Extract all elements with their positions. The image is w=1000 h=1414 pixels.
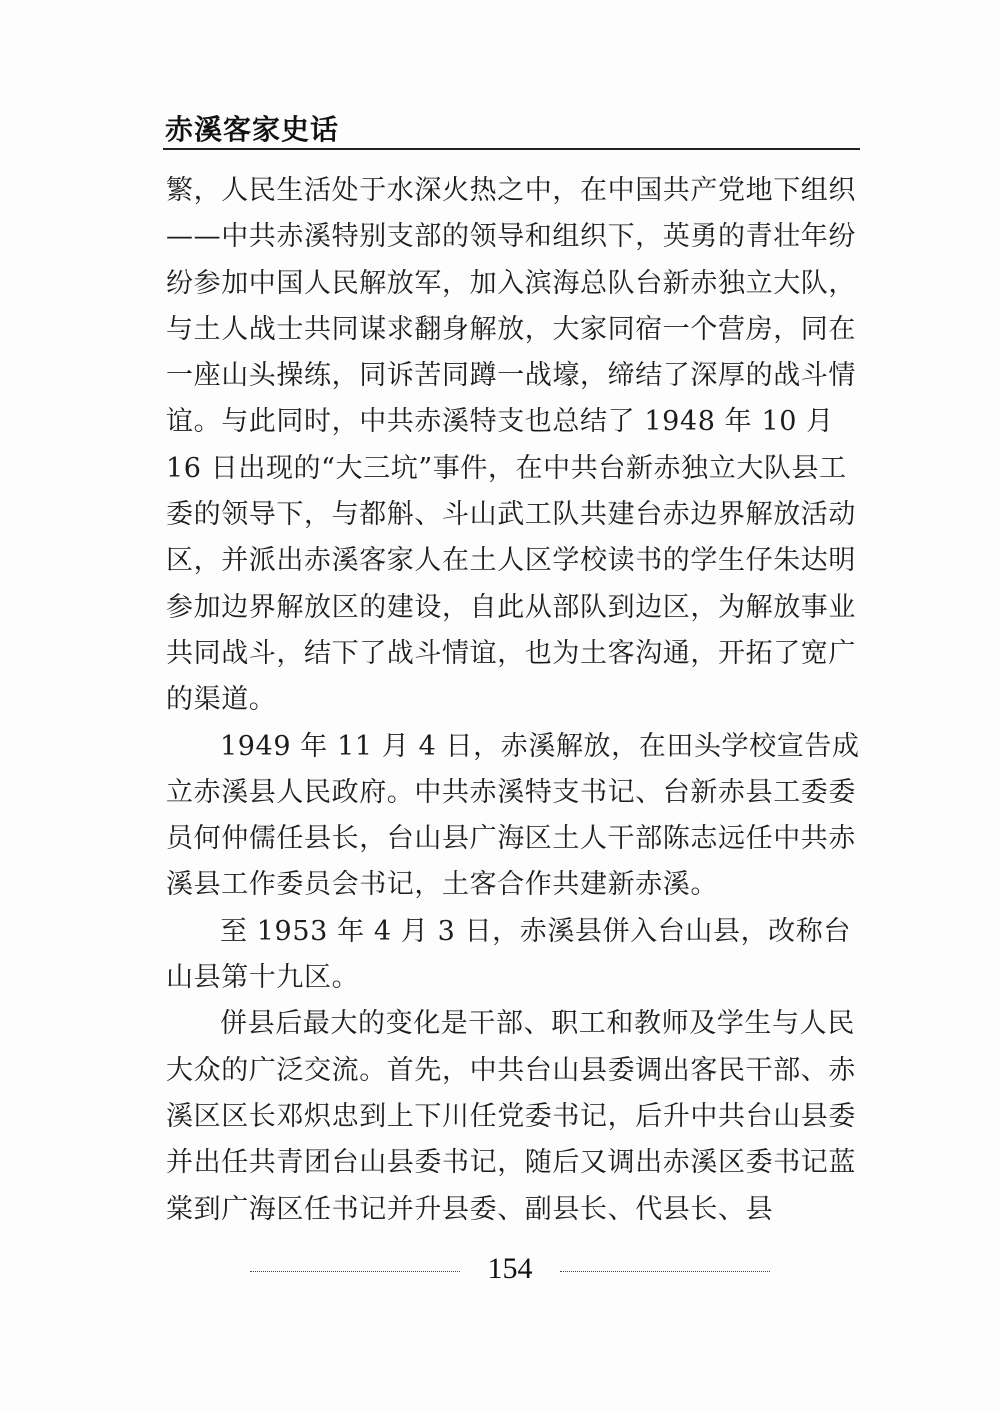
paragraph-1: 繁，人民生活处于水深火热之中，在中国共产党地下组织——中共赤溪特别支部的领导和组织下，英勇的青壮年纷纷参加中国人民解放军，加入滨海总队台新赤独立大队，与土人战士共同谋求翻身解放，大家同宿一个营房，同在一座山头操练，同诉苦同蹲一战壕，缔结了深厚的战斗情谊。与此同时，中共赤溪特支也总结了 1948 年 10 月 16 日出现的“大三坑”事件，在中共台新赤独立大队县工委的领导下，与都斛、斗山武工队共建台赤边界解放活动区，并派出赤溪客家人在土人区学校读书的学生仔朱达明参加边界解放区的建设，自此从部队到边区，为解放事业共同战斗，结下了战斗情谊，也为土客沟通，开拓了宽广的渠道。 [166, 175, 856, 716]
paragraph-2: 1949 年 11 月 4 日，赤溪解放，在田头学校宣告成立赤溪县人民政府。中共赤溪特支书记、台新赤县工委委员何仲儒任县长，台山县广海区土人干部陈志远任中共赤溪县工作委员会书记，土客合作共建新赤溪。 [166, 730, 860, 901]
page-number: 154 [487, 1252, 533, 1285]
paragraph-4: 併县后最大的变化是干部、职工和教师及学生与人民大众的广泛交流。首先，中共台山县委调出客民干部、赤溪区区长邓炽忠到上下川任党委书记，后升中共台山县委并出任共青团台山县委书记，随后又调出赤溪区委书记蓝棠到广海区任书记并升县委、副县长、代县长、县 [166, 1008, 856, 1225]
footer-rule-right [560, 1271, 770, 1272]
header-rule [163, 148, 860, 150]
page-footer [250, 1250, 770, 1290]
body-text [166, 168, 860, 1233]
paragraph-3: 至 1953 年 4 月 3 日，赤溪县併入台山县，改称台山县第十九区。 [166, 915, 851, 994]
running-header-title: 赤溪客家史话 [165, 113, 340, 146]
